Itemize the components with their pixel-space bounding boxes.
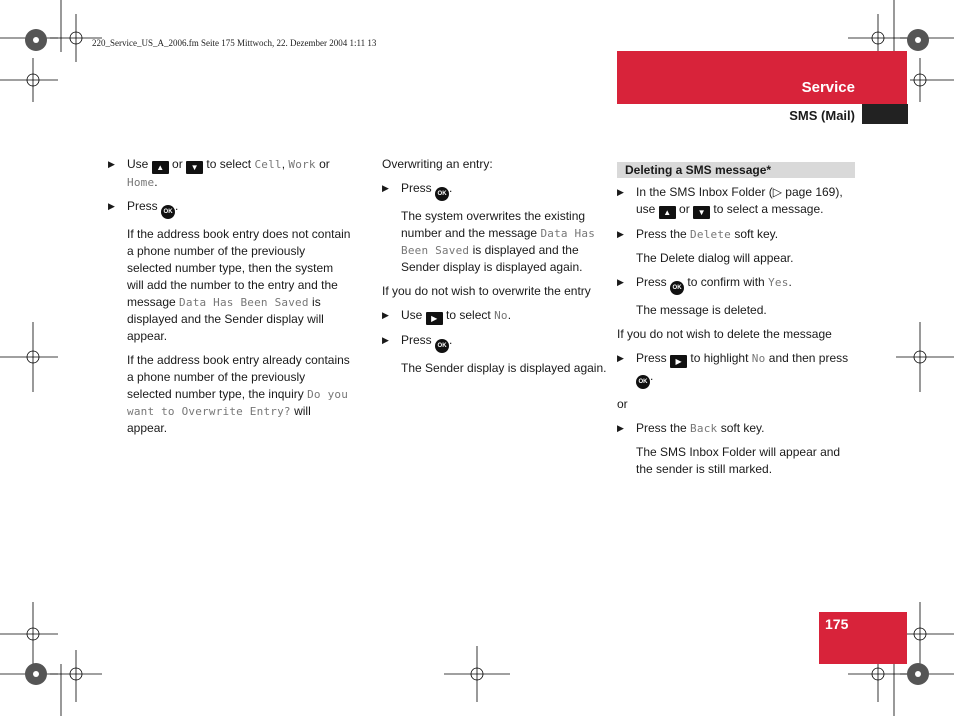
bullet-icon: ▶ — [617, 229, 624, 239]
bullet-icon: ▶ — [617, 187, 624, 197]
column-3 — [617, 156, 855, 485]
up-key-icon: ▲ — [659, 206, 676, 219]
bullet-icon: ▶ — [108, 159, 115, 169]
bullet-icon: ▶ — [617, 353, 624, 363]
bullet-icon: ▶ — [617, 277, 624, 287]
column-2 — [382, 156, 607, 384]
bullet-icon: ▶ — [617, 423, 624, 433]
bullet-icon: ▶ — [108, 201, 115, 211]
ok-button-icon: OK — [670, 281, 684, 295]
step: ▶ Press OK . — [382, 180, 607, 201]
section-title: Service — [801, 79, 855, 96]
up-key-icon: ▲ — [152, 161, 169, 174]
subsection-tab — [862, 104, 908, 124]
intro-text: Overwriting an entry: — [382, 157, 493, 171]
bullet-icon: ▶ — [382, 310, 389, 320]
column-1 — [108, 156, 353, 444]
or-text: or — [617, 397, 628, 411]
down-key-icon: ▼ — [186, 161, 203, 174]
condition-text: If you do not wish to delete the message — [617, 327, 832, 341]
step: ▶ Use ▲ or ▼ to select Cell, Work or Home. — [108, 157, 330, 189]
step: ▶ Press OK . — [108, 198, 353, 219]
ok-button-icon: OK — [435, 339, 449, 353]
ok-button-icon: OK — [435, 187, 449, 201]
step: ▶ In the SMS Inbox Folder (▷ page 169), use ▲ or ▼ to select a message. — [617, 185, 843, 217]
paragraph: The SMS Inbox Folder will appear and the sender is still marked. — [636, 445, 841, 476]
right-key-icon: ▶ — [426, 312, 443, 325]
paragraph: The Delete dialog will appear. — [636, 251, 794, 265]
step: ▶ Press ▶ to highlight No and then press OK . — [617, 350, 855, 389]
bullet-icon: ▶ — [382, 335, 389, 345]
page-number: 175 — [825, 616, 849, 632]
ok-button-icon: OK — [161, 205, 175, 219]
section-band — [617, 51, 907, 104]
print-meta: 220_Service_US_A_2006.fm Seite 175 Mittwoch, 22. Dezember 2004 1:11 13 — [92, 38, 377, 48]
step: ▶ Press the Delete soft key. — [617, 227, 779, 241]
subsection-title: SMS (Mail) — [789, 108, 855, 123]
paragraph: The Sender display is displayed again. — [401, 361, 607, 375]
bullet-icon: ▶ — [382, 183, 389, 193]
condition-text: If you do not wish to overwrite the entry — [382, 284, 591, 298]
step: ▶ Use ▶ to select No. — [382, 308, 512, 323]
ok-button-icon: OK — [636, 375, 650, 389]
down-key-icon: ▼ — [693, 206, 710, 219]
paragraph: The message is deleted. — [636, 303, 767, 317]
step: ▶ Press OK to confirm with Yes. — [617, 274, 855, 295]
paragraph: If the address book entry already contains a phone number of the previously selected number type, the inquiry Do you want to Overwrite Entry? will appear. — [127, 353, 350, 435]
right-key-icon: ▶ — [670, 355, 687, 368]
section-heading: Deleting a SMS message* — [617, 162, 855, 178]
paragraph: The system overwrites the existing number and the message Data Has Been Saved is displayed and the Sender display is displayed again. — [401, 209, 596, 274]
step: ▶ Press the Back soft key. — [617, 421, 765, 435]
step: ▶ Press OK . — [382, 332, 607, 353]
paragraph: If the address book entry does not contain a phone number of the previously selected number type, then the system will add the number to the entry and the message Data Has Been Saved is displayed and the Sender display will appear. — [127, 227, 351, 343]
